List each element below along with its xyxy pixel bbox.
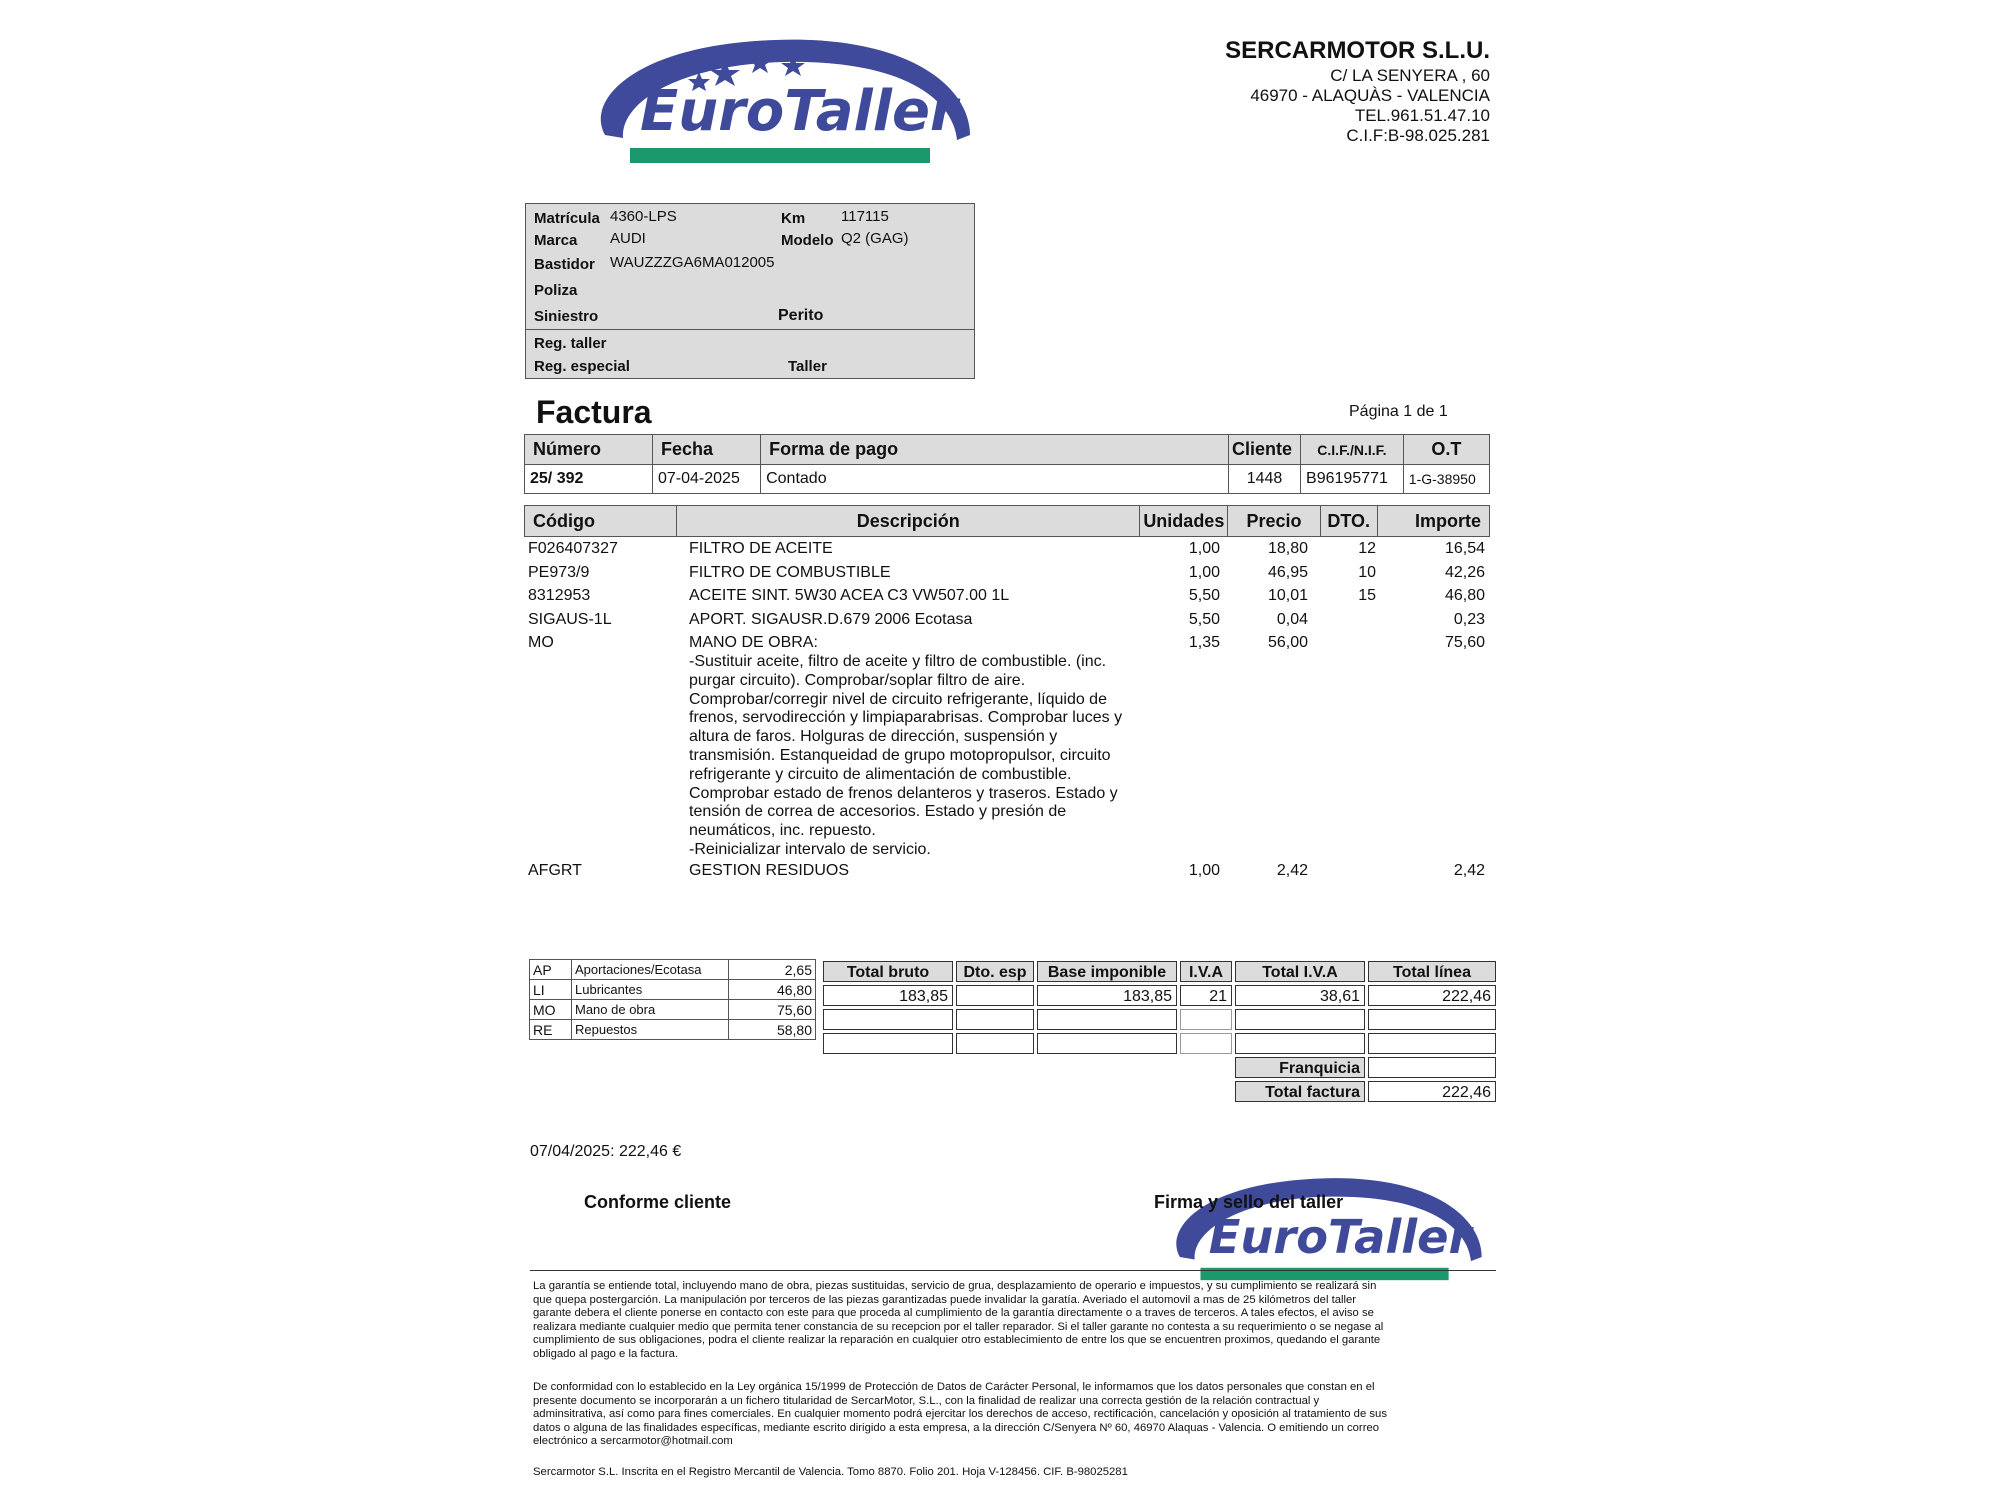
document-title: Factura (536, 394, 652, 430)
col-ot: O.T (1403, 435, 1489, 465)
item-desc: GESTION RESIDUOS (689, 862, 850, 879)
col-cliente: Cliente (1229, 435, 1301, 465)
page-indicator: Página 1 de 1 (1349, 403, 1448, 420)
item-desc: ACEITE SINT. 5W30 ACEA C3 VW507.00 1L (689, 587, 1010, 604)
legal-line: que quepa postergarción. La manipulación por terceros de las piezas garantizadas puede invalidar la garatía. Averiado el automovil a mas de 25 kilómetros del taller (533, 1293, 1357, 1306)
col-cif: C.I.F./N.I.F. (1301, 435, 1404, 465)
total-linea-value: 222,46 (1368, 985, 1496, 1006)
summary-label: Aportaciones/Ecotasa (572, 960, 729, 980)
company-info (1225, 36, 1490, 146)
labor-line: Comprobar estado de frenos delanteros y traseros. Estado y (689, 784, 1118, 802)
footer-divider (530, 1270, 1496, 1271)
dto-esp-value (956, 985, 1034, 1006)
summary-code: LI (530, 980, 572, 1000)
col-dto: DTO. (1320, 506, 1377, 537)
legal-line: adminsitrativa, así como para fines comerciales. En cualquier momento podrá ejercitar los derechos de acceso, rectificación, cancelación y oposición al tratamiento de sus (533, 1408, 1387, 1421)
total-bruto-value: 183,85 (823, 985, 953, 1006)
bastidor-value: WAUZZZGA6MA012005 (610, 254, 775, 271)
item-dto: 15 (1358, 587, 1376, 604)
warranty-text (533, 1280, 1493, 1362)
item-amount: 46,80 (1444, 587, 1485, 604)
taller-label: Taller (788, 358, 827, 375)
item-dto: 10 (1358, 564, 1376, 581)
legal-line: cumplimiento de sus obligaciones, podra el cliente realizar la reparación en cualquier otro establecimiento de entre los que se encuentren proximos, quedando el garante (533, 1334, 1381, 1347)
labor-line: purgar circuito). Comprobar/soplar filtro de aire. (689, 671, 1026, 689)
col-precio: Precio (1228, 506, 1320, 537)
client-signature-label: Conforme cliente (584, 1192, 732, 1212)
empty-cell (1037, 1033, 1177, 1054)
empty-cell (1368, 1009, 1496, 1030)
order-number: 1-G-38950 (1403, 465, 1489, 494)
legal-line: presente documento se incorporarán a un fichero titularidad de SercarMotor, S.L., con la finalidad de realizar una correcta gestión de la relación contractual y (533, 1394, 1320, 1407)
summary-value: 2,65 (729, 960, 816, 980)
poliza-label: Poliza (534, 282, 578, 299)
perito-label: Perito (778, 307, 824, 324)
summary-row (530, 960, 816, 980)
bastidor-label: Bastidor (534, 256, 595, 273)
item-price: 18,80 (1267, 540, 1308, 557)
summary-label: Mano de obra (572, 1000, 729, 1020)
franquicia-label: Franquicia (1235, 1057, 1365, 1078)
legal-line: realizara mediante cualquier medio que permita tener constancia de su recepcion por el taller reparador. Si el taller garante no contesta a su requerimiento o se negase al (533, 1320, 1384, 1333)
total-factura-value: 222,46 (1368, 1081, 1496, 1102)
iva-header: I.V.A (1180, 961, 1232, 982)
invoice-number: 25/ 392 (525, 465, 653, 494)
item-price: 10,01 (1267, 587, 1308, 604)
col-fecha: Fecha (653, 435, 761, 465)
labor-line: refrigerante y circuito de alimentación de combustible. (689, 765, 1072, 783)
summary-value: 58,80 (729, 1020, 816, 1040)
eurotaller-logo-bottom (1155, 1170, 1490, 1282)
empty-cell (1235, 1009, 1365, 1030)
item-amount: 0,23 (1453, 611, 1485, 628)
empty-cell (1180, 1009, 1232, 1030)
legal-line: La garantía se entiende total, incluyendo mano de obra, piezas sustituidas, servicio de grua, desplazamiento de operario e impuestos, y su cumplimiento se realizará sin (533, 1280, 1377, 1292)
item-units: 1,00 (1188, 564, 1220, 581)
item-desc: FILTRO DE COMBUSTIBLE (689, 564, 891, 581)
company-phone: TEL.961.51.47.10 (1354, 106, 1490, 125)
reg-especial-label: Reg. especial (534, 358, 630, 375)
eurotaller-logo (575, 30, 980, 165)
summary-row (530, 1000, 816, 1020)
total-linea-header: Total línea (1368, 961, 1496, 982)
base-imponible-header: Base imponible (1037, 961, 1177, 982)
total-iva-value: 38,61 (1235, 985, 1365, 1006)
legal-line: garante debera el cliente ponerse en contacto con este para que proceda al cumplimiento de la garantía directamente o a traves de terceros. A tales efectos, el aviso se (533, 1307, 1374, 1320)
summary-value: 46,80 (729, 980, 816, 1000)
empty-cell (823, 1033, 953, 1054)
legal-line: datos o alguna de las finalidades específicas, mediante escrito dirigido a esta empresa, a la dirección C/Senyera Nº 60, 46970 Alaquas - Valencia. O emitiendo un correo (533, 1421, 1380, 1434)
legal-line: electrónico a sercarmotor@hotmail.com (533, 1435, 733, 1448)
modelo-label: Modelo (781, 232, 834, 249)
company-address1: C/ LA SENYERA , 60 (1330, 66, 1490, 85)
dto-esp-header: Dto. esp (956, 961, 1034, 982)
marca-label: Marca (534, 232, 578, 249)
km-value: 117115 (841, 208, 889, 225)
vehicle-divider (526, 329, 974, 330)
workshop-signature-label: Firma y sello del taller (1154, 1192, 1344, 1212)
labor-line: frenos, servodirección y limpiaparabrisas. Comprobar luces y (689, 709, 1123, 727)
invoice-header-table (524, 434, 1490, 494)
empty-cell (956, 1033, 1034, 1054)
total-factura-label: Total factura (1235, 1081, 1365, 1102)
franquicia-value (1368, 1057, 1496, 1078)
labor-description (689, 653, 1159, 860)
items-header (524, 505, 1490, 537)
item-code: F026407327 (528, 540, 618, 557)
col-unidades: Unidades (1140, 506, 1228, 537)
item-units: 5,50 (1188, 611, 1220, 628)
client-number: 1448 (1229, 465, 1301, 494)
payment-method: Contado (761, 465, 1229, 494)
labor-line: Comprobar/corregir nivel de circuito refrigerante, líquido de (689, 690, 1107, 708)
summary-row (530, 1020, 816, 1040)
summary-row (530, 980, 816, 1000)
col-numero: Número (525, 435, 653, 465)
item-amount: 2,42 (1453, 862, 1485, 879)
item-price: 56,00 (1267, 634, 1308, 651)
labor-line: -Reinicializar intervalo de servicio. (689, 840, 931, 858)
item-amount: 16,54 (1444, 540, 1485, 557)
registry-text: Sercarmotor S.L. Inscrita en el Registro Mercantil de Valencia. Tomo 8870. Folio 201. Hoja V-128456. CIF. B-98025281 (533, 1466, 1128, 1478)
iva-value: 21 (1180, 985, 1232, 1006)
item-price: 0,04 (1276, 611, 1308, 628)
item-price: 46,95 (1267, 564, 1308, 581)
item-code: MO (528, 634, 554, 651)
col-descripcion: Descripción (677, 506, 1140, 537)
item-desc: FILTRO DE ACEITE (689, 540, 833, 557)
empty-cell (1180, 1033, 1232, 1054)
summary-label: Repuestos (572, 1020, 729, 1040)
base-imponible-value: 183,85 (1037, 985, 1177, 1006)
labor-line: neumáticos, inc. repuesto. (689, 822, 876, 840)
summary-code: MO (530, 1000, 572, 1020)
modelo-value: Q2 (GAG) (841, 230, 909, 247)
item-code: PE973/9 (528, 564, 590, 581)
svg-text:EuroTaller: EuroTaller (1208, 1209, 1472, 1264)
labor-line: transmisión. Estanqueidad de grupo motopropulsor, circuito (689, 746, 1111, 764)
empty-cell (1368, 1033, 1496, 1054)
item-price: 2,42 (1276, 862, 1308, 879)
item-units: 5,50 (1188, 587, 1220, 604)
summary-table (529, 959, 816, 1040)
empty-cell (1235, 1033, 1365, 1054)
siniestro-label: Siniestro (534, 308, 599, 325)
svg-text:EuroTaller: EuroTaller (640, 79, 958, 144)
item-units: 1,35 (1188, 634, 1220, 651)
summary-value: 75,60 (729, 1000, 816, 1020)
vehicle-box (525, 203, 975, 379)
labor-line: -Sustituir aceite, filtro de aceite y filtro de combustible. (inc. (689, 653, 1107, 670)
company-name: SERCARMOTOR S.L.U. (1225, 37, 1490, 64)
total-bruto-header: Total bruto (823, 961, 953, 982)
item-amount: 75,60 (1444, 634, 1485, 651)
marca-value: AUDI (610, 230, 646, 247)
empty-cell (956, 1009, 1034, 1030)
item-code: SIGAUS-1L (528, 611, 612, 628)
labor-line: altura de faros. Holguras de dirección, suspensión y (689, 728, 1058, 746)
item-units: 1,00 (1188, 540, 1220, 557)
empty-cell (1037, 1009, 1177, 1030)
legal-line: obligado al pago e la factura. (533, 1347, 679, 1360)
item-desc: MANO DE OBRA: (689, 634, 818, 651)
company-cif: C.I.F:B-98.025.281 (1346, 126, 1490, 145)
summary-label: Lubricantes (572, 980, 729, 1000)
col-forma-pago: Forma de pago (761, 435, 1229, 465)
matricula-value: 4360-LPS (610, 208, 677, 225)
company-address2: 46970 - ALAQUÀS - VALENCIA (1250, 86, 1490, 105)
item-amount: 42,26 (1444, 564, 1485, 581)
reg-taller-label: Reg. taller (534, 335, 607, 352)
matricula-label: Matrícula (534, 210, 600, 227)
item-desc: APORT. SIGAUSR.D.679 2006 Ecotasa (689, 611, 973, 628)
item-units: 1,00 (1188, 862, 1220, 879)
col-importe: Importe (1377, 506, 1489, 537)
item-code: 8312953 (528, 587, 591, 604)
invoice-date: 07-04-2025 (653, 465, 761, 494)
client-cif: B96195771 (1301, 465, 1404, 494)
privacy-text (533, 1381, 1493, 1449)
item-dto: 12 (1358, 540, 1376, 557)
summary-code: AP (530, 960, 572, 980)
empty-cell (823, 1009, 953, 1030)
labor-line: tensión de correa de accesorios. Estado y presión de (689, 803, 1067, 821)
km-label: Km (781, 210, 806, 227)
legal-line: De conformidad con lo establecido en la Ley orgánica 15/1999 de Protección de Datos de Carácter Personal, le informamos que los datos personales que constan en el (533, 1381, 1375, 1393)
summary-code: RE (530, 1020, 572, 1040)
col-codigo: Código (525, 506, 677, 537)
total-iva-header: Total I.V.A (1235, 961, 1365, 982)
item-code: AFGRT (528, 862, 582, 879)
payment-note: 07/04/2025: 222,46 € (530, 1143, 682, 1160)
